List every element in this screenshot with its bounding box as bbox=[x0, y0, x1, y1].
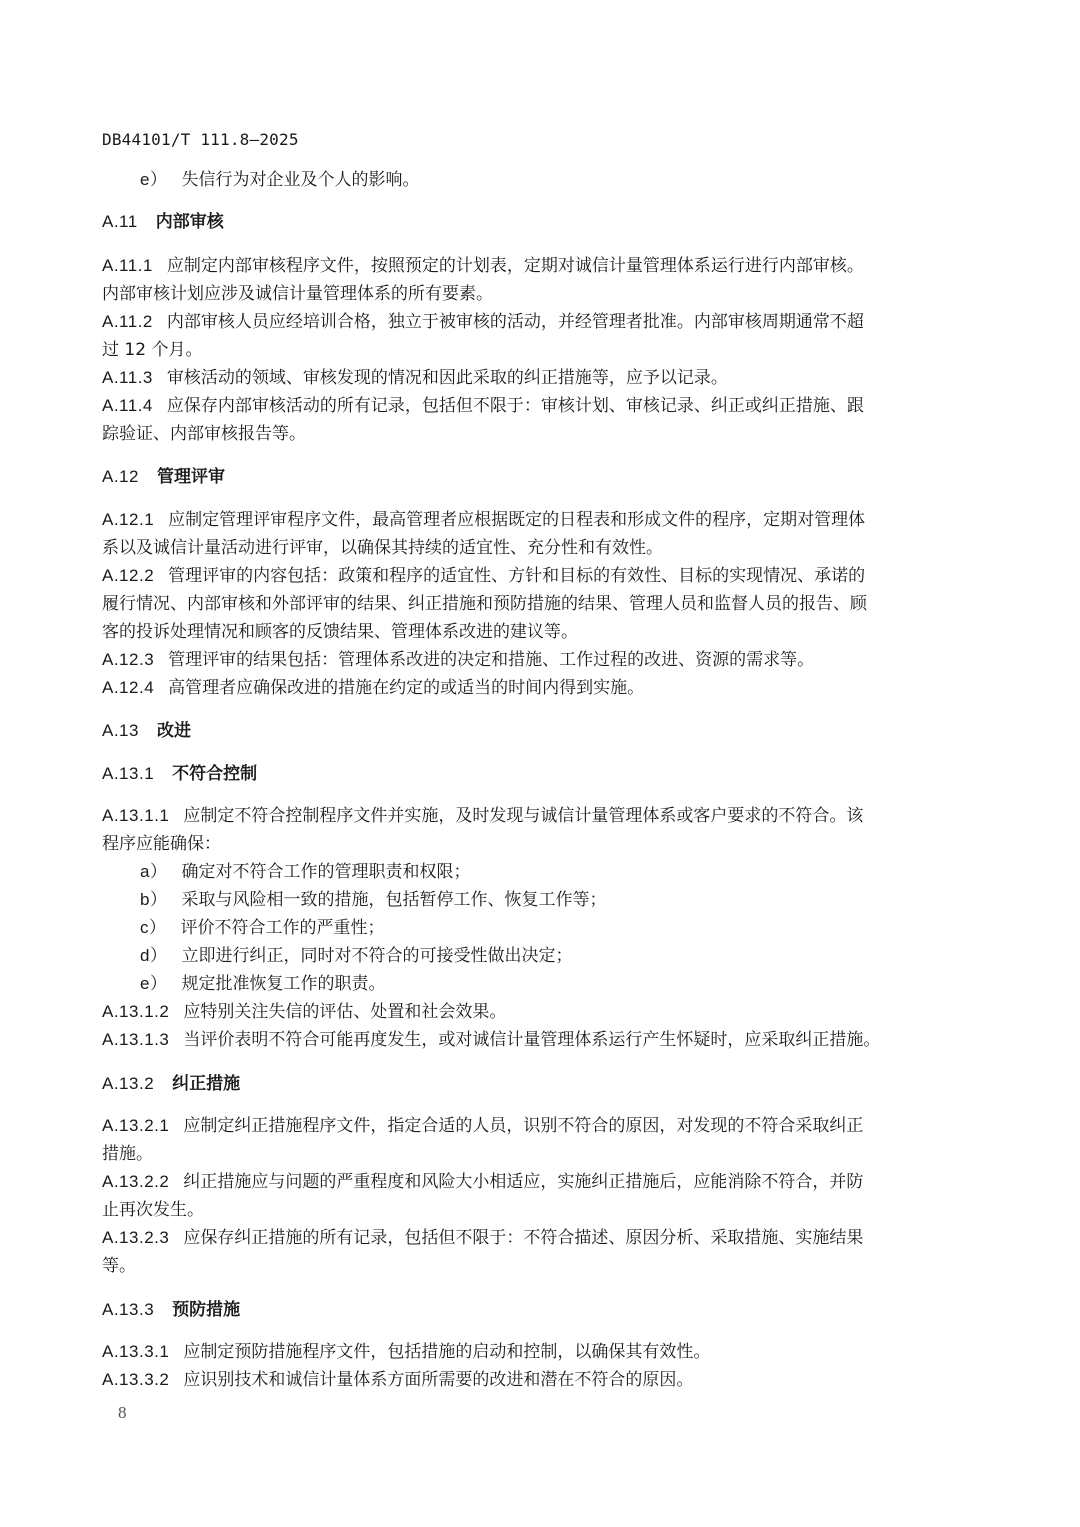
clause-text: 应制定纠正措施程序文件，指定合适的人员，识别不符合的原因，对发现的不符合采取纠正 bbox=[183, 1116, 864, 1136]
list-item bbox=[140, 974, 385, 994]
paragraph-line bbox=[102, 256, 864, 276]
list-item bbox=[140, 170, 419, 190]
paragraph-line bbox=[102, 1116, 863, 1136]
paragraph-line bbox=[102, 834, 221, 854]
paragraph-line bbox=[102, 340, 202, 360]
clause-number: A.11.2 bbox=[102, 312, 153, 331]
paragraph-line bbox=[102, 1030, 880, 1050]
clause-number: A.13 bbox=[102, 721, 139, 740]
clause-text: 程序应能确保： bbox=[102, 834, 221, 854]
paragraph-line bbox=[102, 1256, 136, 1276]
paragraph-line bbox=[102, 594, 867, 614]
paragraph-line bbox=[102, 678, 644, 698]
clause-text: 纠正措施 bbox=[172, 1074, 241, 1094]
paragraph-line bbox=[102, 622, 578, 642]
clause-text: 应识别技术和诚信计量体系方面所需要的改进和潜在不符合的原因。 bbox=[183, 1370, 694, 1390]
paragraph-line bbox=[102, 396, 864, 416]
clause-text: 确定对不符合工作的管理职责和权限； bbox=[181, 862, 471, 882]
clause-text: 改进 bbox=[156, 721, 191, 741]
clause-text: 应特别关注失信的评估、处置和社会效果。 bbox=[183, 1002, 507, 1022]
list-item bbox=[140, 946, 572, 966]
document-code: DB44101/T 111.8—2025 bbox=[102, 130, 299, 149]
clause-text: 等。 bbox=[102, 1256, 136, 1276]
paragraph-line bbox=[102, 1200, 204, 1220]
page-number: 8 bbox=[118, 1403, 127, 1422]
clause-number: A.11 bbox=[102, 212, 138, 231]
clause-text: 止再次发生。 bbox=[102, 1200, 204, 1220]
clause-text: 应保存纠正措施的所有记录，包括但不限于：不符合描述、原因分析、采取措施、实施结果 bbox=[183, 1228, 864, 1248]
paragraph-line bbox=[102, 1228, 863, 1248]
clause-text: 规定批准恢复工作的职责。 bbox=[181, 974, 386, 994]
clause-number: d） bbox=[140, 946, 168, 965]
paragraph-line bbox=[102, 806, 863, 826]
clause-text: 立即进行纠正，同时对不符合的可接受性做出决定； bbox=[181, 946, 573, 966]
clause-text: 当评价表明不符合可能再度发生，或对诚信计量管理体系运行产生怀疑时，应采取纠正措施。 bbox=[183, 1030, 881, 1050]
clause-text: 踪验证、内部审核报告等。 bbox=[102, 424, 306, 444]
clause-number: A.11.3 bbox=[102, 368, 153, 387]
list-item bbox=[140, 890, 606, 910]
clause-text: 应制定不符合控制程序文件并实施，及时发现与诚信计量管理体系或客户要求的不符合。该 bbox=[183, 806, 864, 826]
paragraph-line bbox=[102, 566, 865, 586]
paragraph-line bbox=[102, 1172, 863, 1192]
clause-number: A.13.1.3 bbox=[102, 1030, 170, 1049]
paragraph-line bbox=[102, 510, 865, 530]
clause-number: A.13.3 bbox=[102, 1300, 155, 1319]
paragraph-line bbox=[102, 1144, 153, 1164]
paragraph-line bbox=[102, 1002, 506, 1022]
paragraph-line bbox=[102, 1370, 693, 1390]
clause-text: 措施。 bbox=[102, 1144, 153, 1164]
list-item bbox=[140, 918, 385, 938]
clause-text: 审核活动的领域、审核发现的情况和因此采取的纠正措施等，应予以记录。 bbox=[166, 368, 728, 388]
clause-number: A.13.1.1 bbox=[102, 806, 170, 825]
clause-number: a） bbox=[140, 862, 168, 881]
paragraph-line bbox=[102, 650, 814, 670]
clause-number: A.13.3.1 bbox=[102, 1342, 170, 1361]
clause-text: 失信行为对企业及个人的影响。 bbox=[181, 170, 420, 190]
clause-text: 采取与风险相一致的措施，包括暂停工作、恢复工作等； bbox=[181, 890, 607, 910]
clause-number: A.12.2 bbox=[102, 566, 155, 585]
clause-text: 管理评审 bbox=[156, 467, 225, 487]
paragraph-line bbox=[102, 1342, 710, 1362]
clause-text: 不符合控制 bbox=[172, 764, 258, 784]
clause-text: 客的投诉处理情况和顾客的反馈结果、管理体系改进的建议等。 bbox=[102, 622, 578, 642]
clause-text: 预防措施 bbox=[172, 1300, 241, 1320]
clause-number: A.12 bbox=[102, 467, 139, 486]
clause-number: c） bbox=[140, 918, 167, 937]
clause-text: 高管理者应确保改进的措施在约定的或适当的时间内得到实施。 bbox=[168, 678, 645, 698]
paragraph-line bbox=[102, 284, 493, 304]
clause-number: A.13.2.1 bbox=[102, 1116, 170, 1135]
clause-number: A.11.1 bbox=[102, 256, 153, 275]
clause-text: 评价不符合工作的严重性； bbox=[180, 918, 385, 938]
clause-number: A.13.1 bbox=[102, 764, 155, 783]
list-item bbox=[140, 862, 470, 882]
section-heading bbox=[102, 212, 224, 232]
section-heading bbox=[102, 1074, 240, 1094]
clause-text: 应制定内部审核程序文件，按照预定的计划表，定期对诚信计量管理体系运行进行内部审核。 bbox=[166, 256, 864, 276]
clause-text: 履行情况、内部审核和外部评审的结果、纠正措施和预防措施的结果、管理人员和监督人员的报告、顾 bbox=[102, 594, 867, 614]
clause-text: 管理评审的内容包括：政策和程序的适宜性、方针和目标的有效性、目标的实现情况、承诺的 bbox=[168, 566, 866, 586]
paragraph-line bbox=[102, 424, 306, 444]
clause-text: 内部审核计划应涉及诚信计量管理体系的所有要素。 bbox=[102, 284, 493, 304]
clause-number: A.13.2.2 bbox=[102, 1172, 170, 1191]
clause-number: A.13.2.3 bbox=[102, 1228, 170, 1247]
clause-number: A.13.3.2 bbox=[102, 1370, 170, 1389]
paragraph-line bbox=[102, 368, 728, 388]
section-heading bbox=[102, 764, 257, 784]
clause-number: b） bbox=[140, 890, 168, 909]
clause-text: 应保存内部审核活动的所有记录，包括但不限于：审核计划、审核记录、纠正或纠正措施、跟 bbox=[166, 396, 864, 416]
paragraph-line bbox=[102, 312, 864, 332]
clause-text: 纠正措施应与问题的严重程度和风险大小相适应，实施纠正措施后，应能消除不符合，并防 bbox=[183, 1172, 864, 1192]
clause-number: A.12.4 bbox=[102, 678, 155, 697]
clause-number: A.13.1.2 bbox=[102, 1002, 170, 1021]
clause-text: 系以及诚信计量活动进行评审，以确保其持续的适宜性、充分性和有效性。 bbox=[102, 538, 663, 558]
paragraph-line bbox=[102, 538, 663, 558]
clause-text: 内部审核人员应经培训合格，独立于被审核的活动，并经管理者批准。内部审核周期通常不超 bbox=[166, 312, 864, 332]
clause-text: 管理评审的结果包括：管理体系改进的决定和措施、工作过程的改进、资源的需求等。 bbox=[168, 650, 815, 670]
clause-number: A.11.4 bbox=[102, 396, 153, 415]
section-heading bbox=[102, 467, 225, 487]
section-heading bbox=[102, 1300, 240, 1320]
clause-number: e） bbox=[140, 974, 168, 993]
clause-number: A.12.1 bbox=[102, 510, 155, 529]
clause-text: 应制定预防措施程序文件，包括措施的启动和控制，以确保其有效性。 bbox=[183, 1342, 711, 1362]
clause-number: A.12.3 bbox=[102, 650, 155, 669]
clause-text: 应制定管理评审程序文件，最高管理者应根据既定的日程表和形成文件的程序，定期对管理体 bbox=[168, 510, 866, 530]
clause-text: 内部审核 bbox=[155, 212, 224, 232]
clause-number: e） bbox=[140, 170, 168, 189]
section-heading bbox=[102, 721, 191, 741]
clause-text: 过 12 个月。 bbox=[102, 340, 203, 360]
clause-number: A.13.2 bbox=[102, 1074, 155, 1093]
